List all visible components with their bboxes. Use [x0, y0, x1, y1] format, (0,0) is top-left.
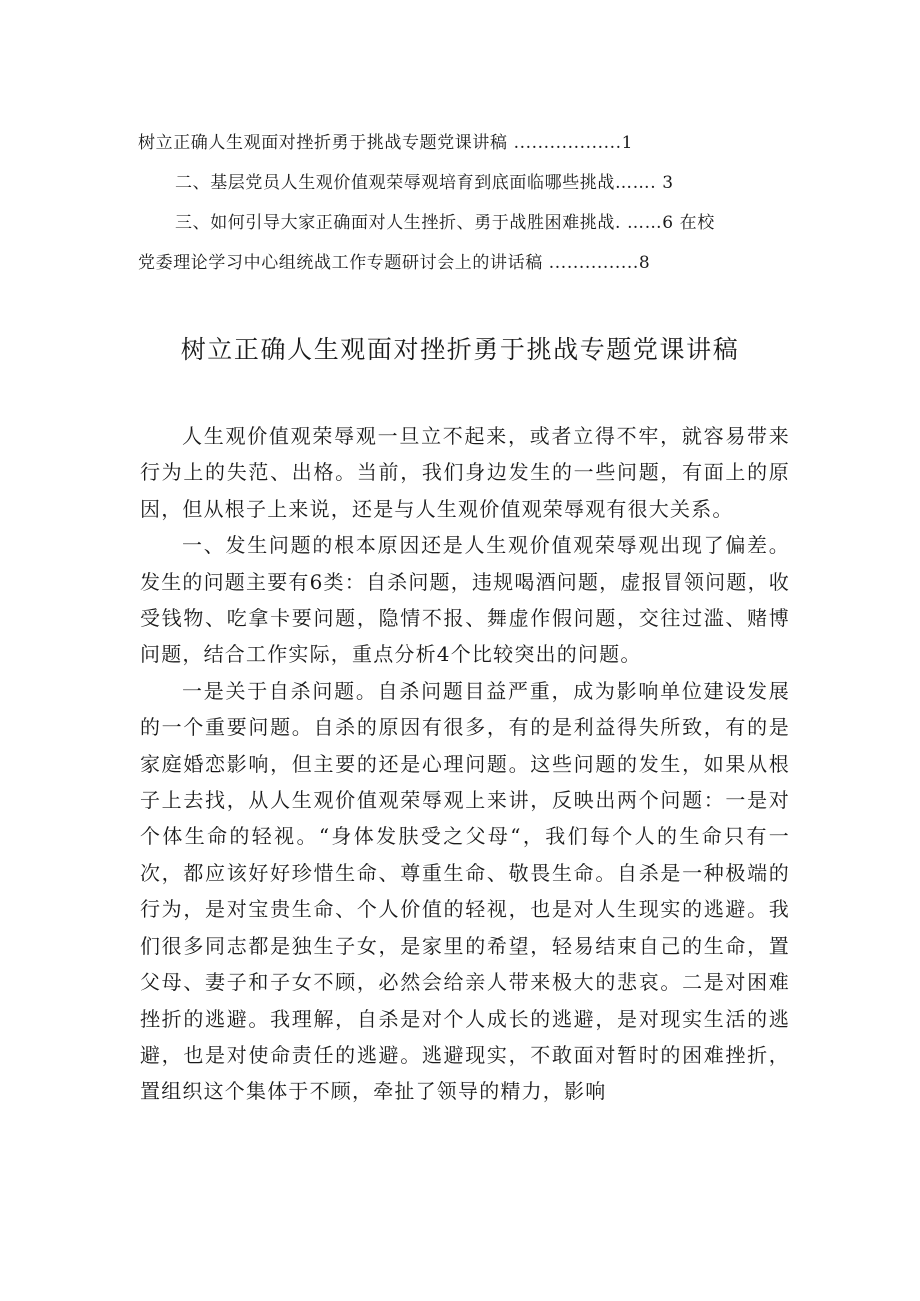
table-of-contents — [138, 123, 788, 283]
toc-entry[interactable]: 二、基层党员人生观价值观荣辱观培育到底面临哪些挑战……. 3 — [175, 173, 674, 193]
document-title: 树立正确人生观面对挫折勇于挑战专题党课讲稿 — [180, 335, 740, 364]
paragraph: 人生观价值观荣辱观一旦立不起来，或者立得不牢，就容易带来行为上的失范、出格。当前，我们身边发生的一些问题，有面上的原因，但从根子上来说，还是与人生观价值观荣辱观有很大关系。 — [140, 424, 790, 521]
paragraph: 一是关于自杀问题。自杀问题目益严重，成为影响单位建设发展的一个重要问题。自杀的原因有很多，有的是利益得失所致，有的是家庭婚恋影响，但主要的还是心理问题。这些问题的发生，如果从根子上去找，从人生观价值观荣辱观上来讲，反映出两个问题：一是对个体生命的轻视。“身体发肤受之父母“，我们每个人的生命只有一次，都应该好好珍惜生命、尊重生命、敬畏生命。自杀是一种极端的行为，是对宝贵生命、个人价值的轻视，也是对人生现实的逃避。我们很多同志都是独生子女，是家里的希望，轻易结束自己的生命，置父母、妻子和子女不顾，必然会给亲人带来极大的悲哀。二是对困难挫折的逃避。我理解，自杀是对个人成长的逃避，是对现实生活的逃避，也是对使命责任的逃避。逃避现实，不敢面对暂时的困难挫折，置组织这个集体于不顾，牵扯了领导的精力，影响 — [140, 678, 790, 1104]
toc-entry[interactable]: 党委理论学习中心组统战工作专题研讨会上的讲话稿 ...............8 — [138, 253, 651, 273]
paragraph: 一、发生问题的根本原因还是人生观价值观荣辱观出现了偏差。发生的问题主要有6类：自杀问题，违规喝酒问题，虚报冒领问题，收受钱物、吃拿卡要问题，隐情不报、舞虚作假问题，交往过滥、赌博问题，结合工作实际，重点分析4个比较突出的问题。 — [140, 533, 790, 667]
document-body — [140, 418, 790, 1110]
toc-entry[interactable]: 树立正确人生观面对挫折勇于挑战专题党课讲稿 ..................1 — [138, 133, 634, 153]
toc-entry[interactable]: 三、如何引导大家正确面对人生挫折、勇于战胜困难挑战. ……6 在校 — [175, 213, 715, 233]
